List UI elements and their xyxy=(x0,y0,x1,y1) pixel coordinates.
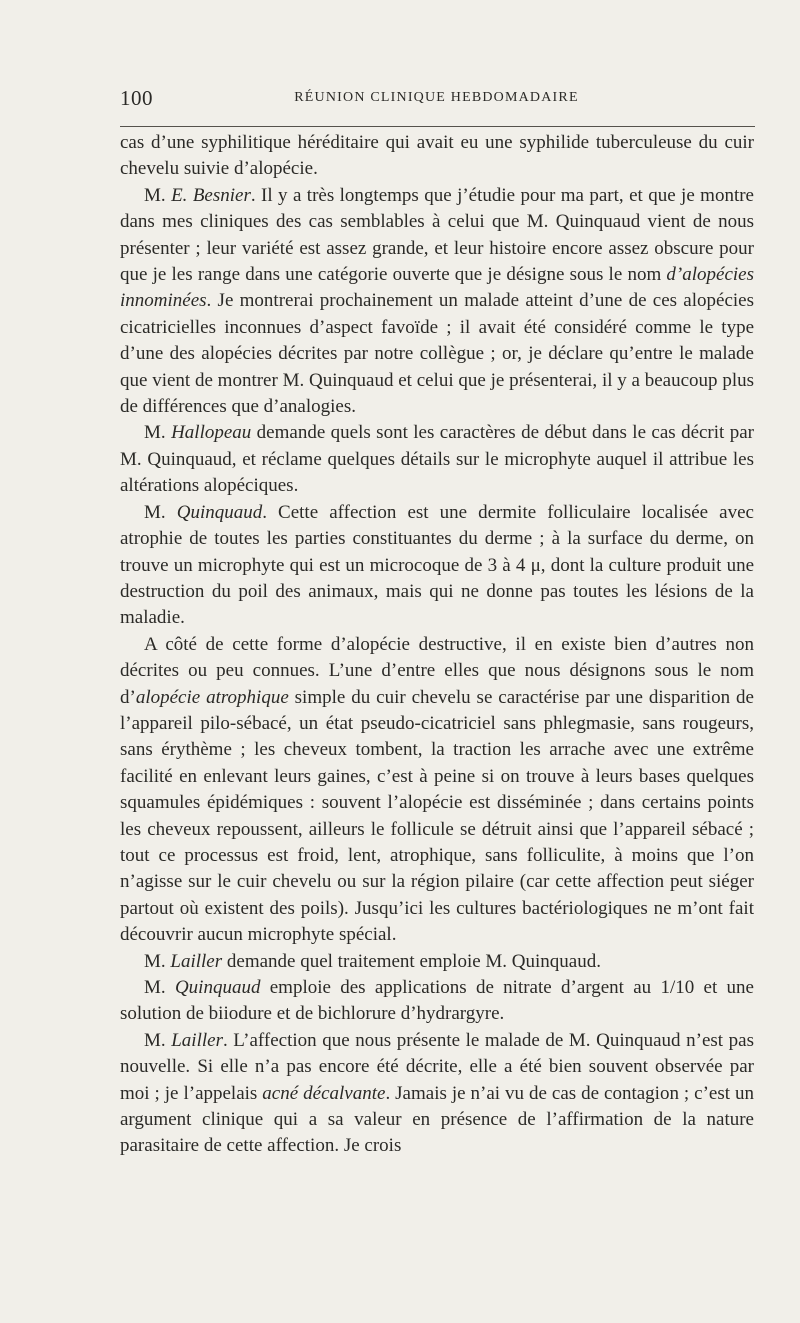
paragraph-besnier xyxy=(120,183,754,421)
header-rule xyxy=(120,126,755,127)
speaker-prefix: M. xyxy=(144,184,172,206)
paragraph-lailler-response xyxy=(120,1028,754,1160)
paragraph-text: cas d’une syphilitique héréditaire qui avait eu une syphilide tuberculeuse du cuir chevelu suivie d’alopécie. xyxy=(120,132,754,180)
paragraph-text: . Jamais je n’ai vu de cas de contagion ; c’est un argument clinique qui a sa valeur en présence de l’affirmation de la nature parasitaire de cette affection. Je crois xyxy=(120,1082,755,1157)
paragraph-quinquaud-treatment xyxy=(120,975,754,1028)
speaker-prefix: M. xyxy=(144,501,177,523)
page-number: 100 xyxy=(120,86,153,110)
paragraph-hallopeau xyxy=(120,420,754,499)
paragraph-text: simple du cuir chevelu se caractérise par une disparition de l’appareil pilo-sébacé, un état pseudo-cicatriciel sans phlegmasie, sans rougeurs, sans érythème ; les cheveux tombent, la traction les arrache avec une extrême facilité en enlevant leurs gaines, c’est à peine si on trouve à leurs bases quelques squamules épidémiques : souvent l’alopécie est disséminée ; dans certains points les cheveux repoussent, ailleurs le follicule se détruit ainsi que l’appareil sébacé ; tout ce processus est froid, lent, atrophique, sans folliculite, à moins que l’on n’agisse sur le cuir chevelu ou sur la région pilaire (car cette affection peut siéger partout où existent des poils). Jusqu’ici les cultures bactériologiques ne m’ont fait découvrir aucun microphyte spécial. xyxy=(120,686,754,946)
paragraph-text: emploie des applications de nitrate d’argent au 1/10 et une solution de biiodure et de bichlorure d’hydrargyre. xyxy=(120,977,754,1025)
speaker-prefix: M. xyxy=(144,950,171,972)
italic-term: acné décalvante xyxy=(262,1082,386,1104)
italic-term: alopécie atrophique xyxy=(135,686,289,708)
paragraph-text: . Cette affection est une dermite folliculaire localisée avec atrophie de toutes les parties constituantes du derme ; à la surface du derme, on trouve un microphyte qui est un microcoque de 3 à 4 μ, dont la culture produit une destruction du poil des animaux, mais qui ne donne pas toutes les lésions de la maladie. xyxy=(120,501,754,629)
body-text xyxy=(120,130,754,1160)
speaker-name: Quinquaud xyxy=(176,501,263,523)
running-head: RÉUNION CLINIQUE HEBDOMADAIRE xyxy=(294,90,579,105)
paragraph-quinquaud xyxy=(120,500,754,632)
paragraph-text: demande quel traitement emploie M. Quinquaud. xyxy=(222,950,601,972)
page-header xyxy=(120,86,753,110)
italic-term: d’alopécies innominées xyxy=(120,264,754,312)
paragraph-text: demande quels sont les caractères de début dans le cas décrit par M. Quinquaud, et réclame quelques détails sur le microphyte auquel il attribue les altérations alopéciques. xyxy=(120,422,754,497)
speaker-name: Quinquaud xyxy=(174,977,261,998)
speaker-name: E. Besnier xyxy=(171,184,251,206)
speaker-prefix: M. xyxy=(144,977,175,998)
paragraph-text: . Je montrerai prochainement un malade atteint d’une de ces alopécies cicatricielles inconnues d’aspect favoïde ; il avait été considéré comme le type d’une des alopécies décrites par notre collègue ; or, je déclare qu’entre le malade que vient de montrer M. Quinquaud et celui que je présenterai, il y a beaucoup plus de différences que d’analogies. xyxy=(120,290,754,418)
speaker-name: Lailler xyxy=(171,1029,223,1051)
speaker-prefix: M. xyxy=(144,422,172,444)
paragraph-text: A côté de cette forme d’alopécie destructive, il en existe bien d’autres non décrites ou peu connues. L’une d’entre elles que nous désignons sous le nom d’ xyxy=(120,633,754,708)
speaker-prefix: M. xyxy=(144,1029,172,1051)
speaker-name: Lailler xyxy=(170,950,223,972)
paragraph-alopecie-atrophique xyxy=(120,632,754,949)
paragraph-text: . Il y a très longtemps que j’étudie pour ma part, et que je montre dans mes cliniques des cas semblables à celui que M. Quinquaud vient de nous présenter ; leur variété est assez grande, et leur histoire encore assez obscure pour que je les range dans une catégorie ouverte que je désigne sous le nom xyxy=(120,184,754,286)
paragraph-continuation xyxy=(120,130,754,183)
paragraph-text: . L’affection que nous présente le malade de M. Quinquaud n’est pas nouvelle. Si elle n’a pas encore été décrite, elle a été bien souvent observée par moi ; je l’appelais xyxy=(120,1029,754,1104)
paragraph-lailler-question xyxy=(120,949,754,975)
speaker-name: Hallopeau xyxy=(171,422,252,444)
